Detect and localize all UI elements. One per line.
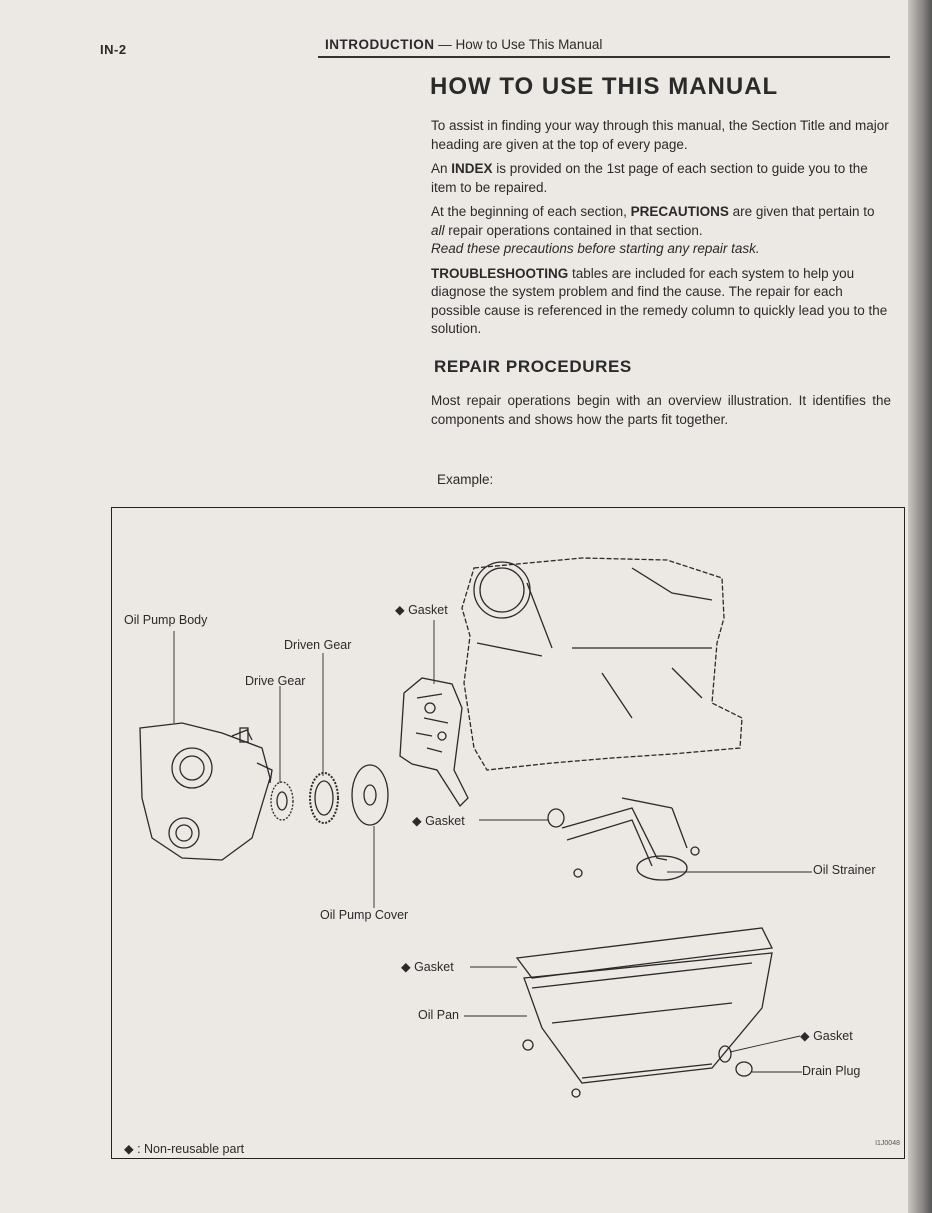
gasket-label-front: ◆ Gasket xyxy=(395,603,448,617)
running-header xyxy=(325,37,602,52)
page-code: IN-2 xyxy=(100,42,127,57)
example-label: Example: xyxy=(437,472,494,487)
page-title: HOW TO USE THIS MANUAL xyxy=(430,73,779,100)
figure-code: I1J0048 xyxy=(875,1140,900,1147)
intro-paragraph-2: An INDEX is provided on the 1st page of each section to guide you to the item to be repaired. xyxy=(431,161,868,195)
oil-pump-cover-label: Oil Pump Cover xyxy=(320,908,409,922)
drive-gear-label: Drive Gear xyxy=(245,674,306,688)
index-term: INDEX xyxy=(451,161,493,176)
driven-gear-drawing xyxy=(310,773,338,823)
oil-strainer-drawing xyxy=(548,798,699,880)
intro-text xyxy=(431,117,891,345)
repair-paragraph: Most repair operations begin with an overview illustration. It identifies the components and shows how the parts fit together. xyxy=(431,393,891,427)
oil-pump-cover-drawing xyxy=(352,765,388,825)
oil-pan-drawing xyxy=(517,928,772,1097)
gasket-label-drain: ◆ Gasket xyxy=(800,1029,853,1043)
driven-gear-label: Driven Gear xyxy=(284,638,352,652)
precautions-term: PRECAUTIONS xyxy=(630,204,729,219)
intro-paragraph-1: To assist in finding your way through this manual, the Section Title and major heading are given at the top of every page. xyxy=(431,118,889,152)
intro-paragraph-3: At the beginning of each section, PRECAUTIONS are given that pertain to all repair operations contained in that section. Read these precautions before starting any repair task. xyxy=(431,204,875,256)
oil-pump-body-label: Oil Pump Body xyxy=(124,613,208,627)
front-gasket-drawing xyxy=(400,678,468,806)
oil-pan-label: Oil Pan xyxy=(418,1008,459,1022)
drain-plug-label: Drain Plug xyxy=(802,1064,861,1078)
intro-paragraph-4: TROUBLESHOOTING tables are included for each system to help you diagnose the system problem and find the cause. The repair for each possible cause is referenced in the remedy column to quickly lead you to the solution. xyxy=(431,265,888,336)
drive-gear-drawing xyxy=(271,782,293,820)
non-reusable-legend: ◆ : Non-reusable part xyxy=(124,1142,245,1156)
header-separator: — xyxy=(438,37,452,52)
repair-text xyxy=(431,392,891,435)
page-edge xyxy=(908,0,932,1213)
oil-strainer-label: Oil Strainer xyxy=(813,863,876,877)
header-rule xyxy=(318,56,890,58)
exploded-view-illustration xyxy=(112,508,906,1160)
exploded-view-figure xyxy=(111,507,905,1159)
gasket-label-strainer: ◆ Gasket xyxy=(412,814,465,828)
header-section: INTRODUCTION xyxy=(325,37,435,52)
header-subtitle: How to Use This Manual xyxy=(455,37,603,52)
gasket-label-pan: ◆ Gasket xyxy=(401,960,454,974)
troubleshooting-term: TROUBLESHOOTING xyxy=(431,265,569,281)
precautions-note: Read these precautions before starting any repair task. xyxy=(431,241,760,256)
repair-procedures-heading: REPAIR PROCEDURES xyxy=(434,357,632,376)
oil-pump-body-drawing xyxy=(140,723,272,860)
engine-block-drawing xyxy=(462,558,742,770)
